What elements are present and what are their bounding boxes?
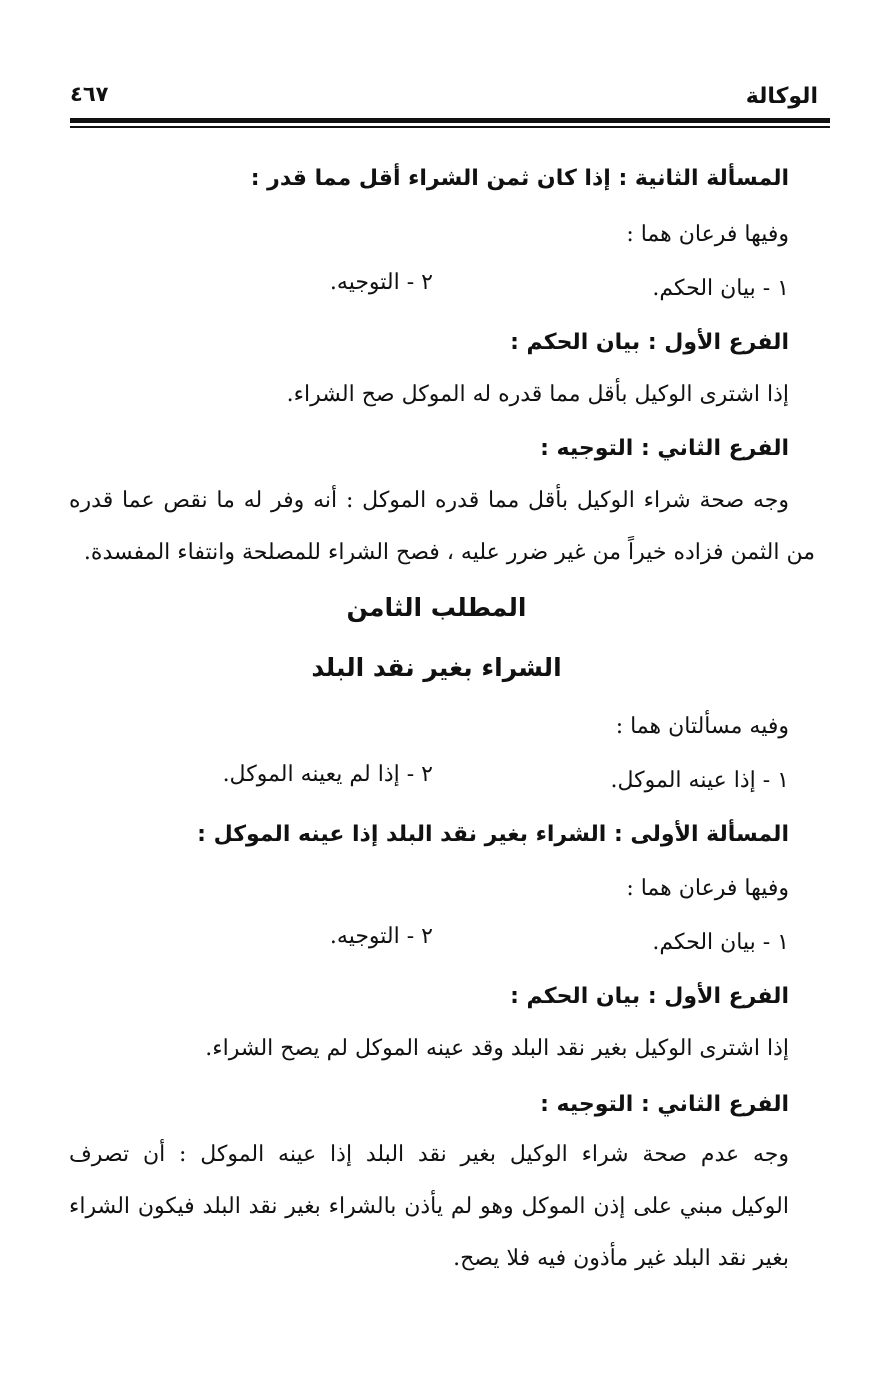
section-intro: وفيها فرعان هما : [626, 222, 789, 247]
branch-heading: الفرع الأول : بيان الحكم : [510, 984, 789, 1009]
paragraph-line: إذا اشترى الوكيل بأقل مما قدره له الموكل صح الشراء. [286, 382, 789, 407]
branch-heading: الفرع الثاني : التوجيه : [540, 1092, 789, 1117]
section-intro: وفيها فرعان هما : [626, 876, 789, 901]
chapter-title: الوكالة [745, 84, 818, 109]
section-heading: المسألة الأولى : الشراء بغير نقد البلد إذا عينه الموكل : [197, 822, 789, 847]
section-subtitle: الشراء بغير نقد البلد [311, 653, 562, 682]
paragraph-line: بغير نقد البلد غير مأذون فيه فلا يصح. [453, 1246, 789, 1271]
list-item: ١ - إذا عينه الموكل. [610, 768, 789, 793]
section-title: المطلب الثامن [346, 593, 527, 622]
header-rule-thin [70, 126, 830, 128]
list-item: ٢ - إذا لم يعينه الموكل. [222, 762, 433, 787]
branch-heading: الفرع الثاني : التوجيه : [540, 436, 789, 461]
section-intro: وفيه مسألتان هما : [615, 714, 789, 739]
section-heading: المسألة الثانية : إذا كان ثمن الشراء أقل مما قدر : [250, 166, 789, 191]
paragraph-line: وجه عدم صحة شراء الوكيل بغير نقد البلد إذا عينه الموكل : أن تصرف [69, 1142, 789, 1167]
branch-heading: الفرع الأول : بيان الحكم : [510, 330, 789, 355]
page-header [70, 78, 830, 118]
paragraph-line: من الثمن فزاده خيراً من غير ضرر عليه ، فصح الشراء للمصلحة وانتفاء المفسدة. [83, 540, 815, 565]
list-item: ١ - بيان الحكم. [652, 930, 789, 955]
paragraph-line: إذا اشترى الوكيل بغير نقد البلد وقد عينه الموكل لم يصح الشراء. [205, 1036, 789, 1061]
list-item: ٢ - التوجيه. [329, 270, 433, 295]
paragraph-line: الوكيل مبني على إذن الموكل وهو لم يأذن بالشراء بغير نقد البلد فيكون الشراء [69, 1194, 789, 1219]
list-item: ١ - بيان الحكم. [652, 276, 789, 301]
paragraph-line: وجه صحة شراء الوكيل بأقل مما قدره الموكل : أنه وفر له ما نقص عما قدره [69, 488, 789, 513]
header-rule-thick [70, 118, 830, 123]
page-number: ٤٦٧ [70, 82, 109, 106]
list-item: ٢ - التوجيه. [329, 924, 433, 949]
